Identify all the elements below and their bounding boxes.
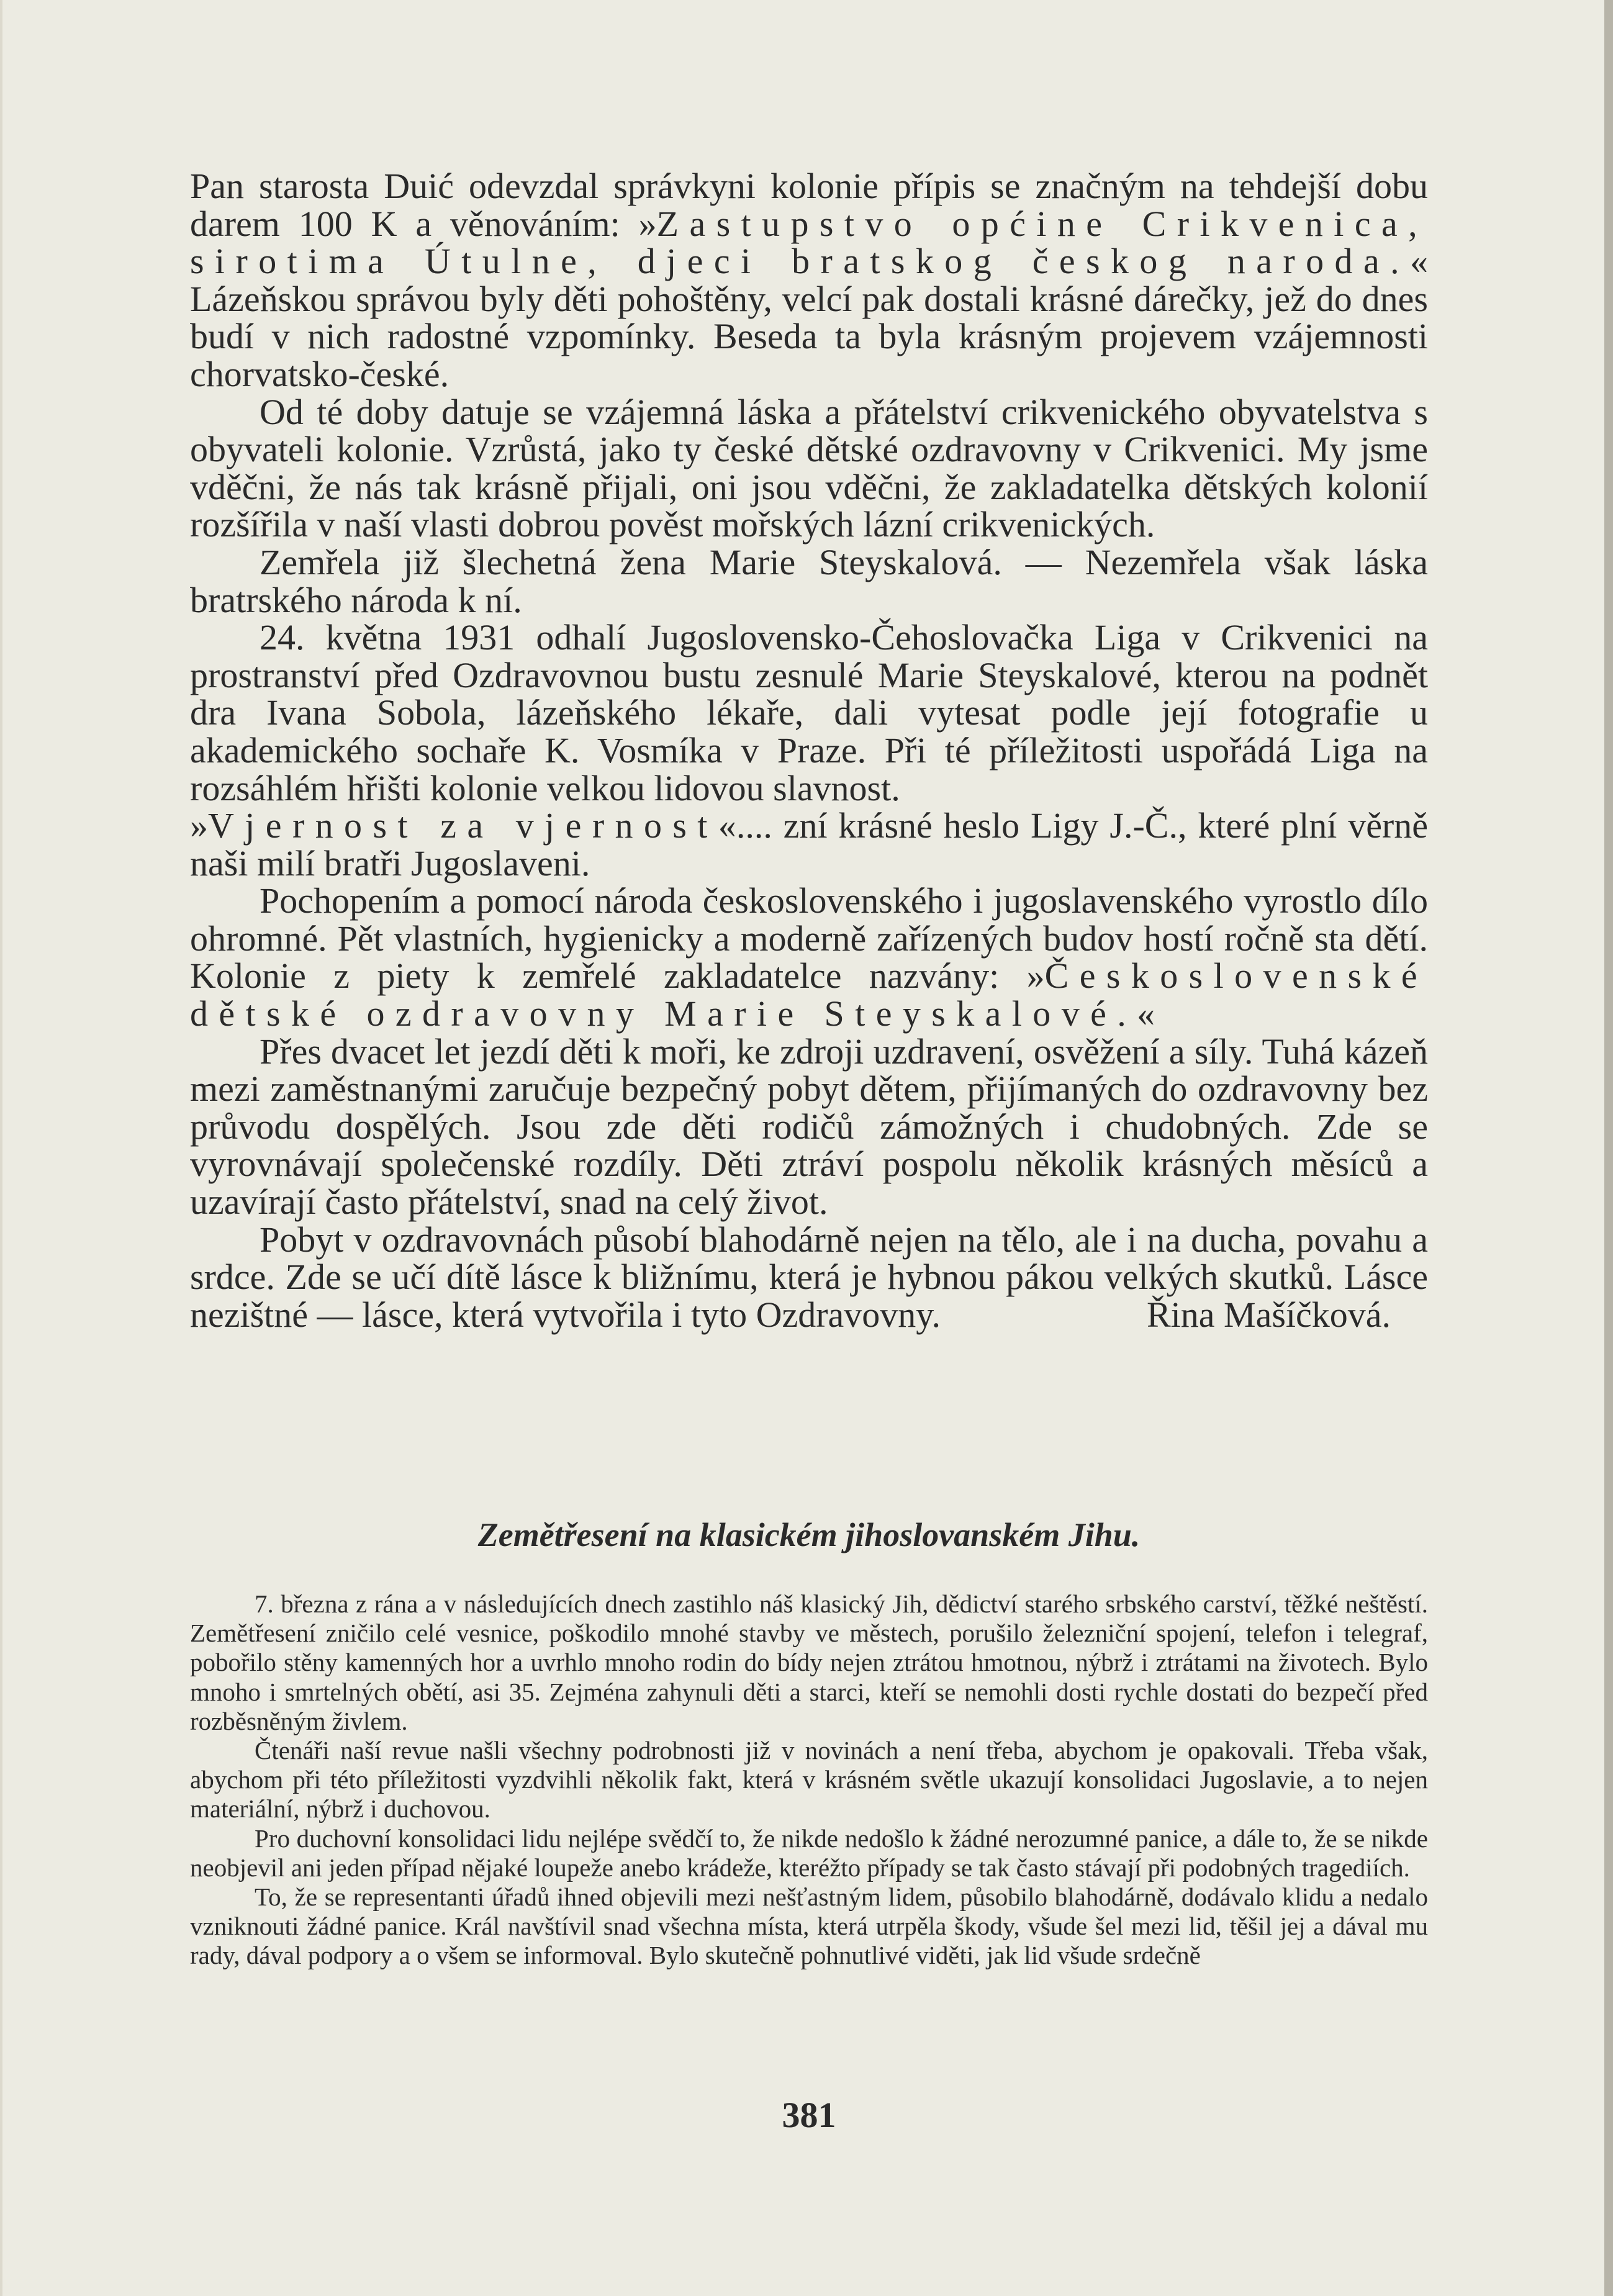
spaced-motto: Vjernost za vjernost xyxy=(208,805,718,846)
page-number: 381 xyxy=(782,2095,836,2135)
paragraph-4: 24. května 1931 odhalí Jugoslovensko-Čehoslovačka Liga v Crikvenici na prostranství před Ozdravovnou bustu zesnulé Marie Steyskalové, kterou na podnět dra Ivana Sobola, lázeňského lékaře, dali vytesat podle její fotografie u akademického sochaře K. Vosmíka v Praze. Při té příležitosti uspořádá Liga na rozsáhlém hřišti kolonie velkou lidovou slavnost. xyxy=(190,617,1428,808)
article-main-text xyxy=(190,168,1428,1334)
spaced-dedication: Zastupstvo općine Crikvenica, sirotima Útulne, djeci bratskog českog naroda. xyxy=(190,203,1429,282)
paragraph-2: Od té doby datuje se vzájemná láska a přátelství crikvenického obyvatelstva s obyvateli kolonie. Vzrůstá, jako ty české dětské ozdravovny v Crikvenici. My jsme vděčni, že nás tak krásně přijali, oni jsou vděčni, že zakladatelka dětských kolonií rozšířila v naší vlasti dobrou pověst mořských lázní crikvenických. xyxy=(190,391,1428,545)
spaced-colony-name: Československé dětské ozdravovny Marie Steyskalové. xyxy=(190,956,1428,1034)
author-signature: Řina Mašíčková. xyxy=(1146,1294,1391,1335)
paragraph-8: Pobyt v ozdravovnách působí blahodárně nejen na tělo, ale i na ducha, povahu a srdce. Zde se učí dítě lásce k bližnímu, která je hybnou pákou velkých skutků. Lásce nezištné — lásce, která vytvořila i tyto Ozdravovny. Řina Mašíčková. xyxy=(190,1219,1428,1335)
article-second-text xyxy=(190,1589,1428,1971)
paragraph-5: »Vjernost za vjernost«.... zní krásné heslo Ligy J.-Č., které plní věrně naši milí bratři Jugoslaveni. xyxy=(190,805,1428,884)
small-paragraph-3: Pro duchovní konsolidaci lidu nejlépe svědčí to, že nikde nedošlo k žádné nerozumné panice, a dále to, že se nikde neobjevil ani jeden případ nějaké loupeže anebo krádeže, kteréžto případy se tak často stávají při podobných tragediích. xyxy=(190,1824,1428,1882)
paragraph-7: Přes dvacet let jezdí děti k moři, ke zdroji uzdravení, osvěžení a síly. Tuhá kázeň mezi zaměstnanými zaručuje bezpečný pobyt dětem, přijímaných do ozdravovny bez průvodu dospělých. Jsou zde děti rodičů zámožných i chudobných. Zde se vyrovnávají společenské rozdíly. Děti ztráví pospolu několik krásných měsíců a uzavírají často přátelství, snad na celý život. xyxy=(190,1031,1428,1223)
small-paragraph-2: Čtenáři naší revue našli všechny podrobnosti již v novinách a není třeba, abychom je opakovali. Třeba však, abychom při této příležitosti vyzdvihli několik fakt, která v krásném světle ukazují konsolidaci Jugoslavie, a to nejen materiální, nýbrž i duchovou. xyxy=(190,1736,1428,1824)
paragraph-6: Pochopením a pomocí národa československého i jugoslavenského vyrostlo dílo ohromné. Pět vlastních, hygienicky a moderně zařízených budov hostí ročně sta dětí. Kolonie z piety k zemřelé zakladatelce nazvány: »Československé dětské ozdravovny Marie Steyskalové.« xyxy=(190,880,1428,1034)
paragraph-3: Zemřela již šlechetná žena Marie Steyskalová. — Nezemřela však láska bratrského národa k ní. xyxy=(190,541,1428,620)
article-title: Zemětřesení na klasickém jihoslovanském Jihu. xyxy=(477,1516,1141,1553)
paragraph-1: Pan starosta Duić odevzdal správkyni kolonie přípis se značným na tehdejší dobu darem 100 K a věnováním: »Zastupstvo općine Crikvenica, sirotima Útulne, djeci bratskog českog naroda.« Lázeňskou správou byly děti pohoštěny, velcí pak dostali krásné dárečky, jež do dnes budí v nich radostné vzpomínky. Beseda ta byla krásným projevem vzájemnosti chorvatsko-české. xyxy=(190,166,1429,394)
small-paragraph-4: To, že se representanti úřadů ihned objevili mezi nešťastným lidem, působilo blahodárně, dodávalo klidu a nedalo vzniknouti žádné panice. Král navštívil snad všechna místa, která utrpěla škody, všude šel mezi lid, těšil jej a dával mu rady, dával podpory a o všem se informoval. Bylo skutečně pohnutlivé viděti, jak lid všude srdečně xyxy=(190,1882,1428,1970)
small-paragraph-1: 7. března z rána a v následujících dnech zastihlo náš klasický Jih, dědictví starého srbského carství, těžké neštěstí. Zemětřesení zničilo celé vesnice, poškodilo mnohé stavby ve městech, porušilo železniční spojení, telefon i telegraf, pobořilo stěny kamenných hor a uvrhlo mnoho rodin do bídy nejen ztrátou hmotnou, nýbrž i ztrátami na životech. Bylo mnoho i smrtelných obětí, asi 35. Zejména zahynuli děti a starci, kteří se nemohli dosti rychle dostati do bezpečí před rozběsněným živlem. xyxy=(190,1589,1428,1735)
